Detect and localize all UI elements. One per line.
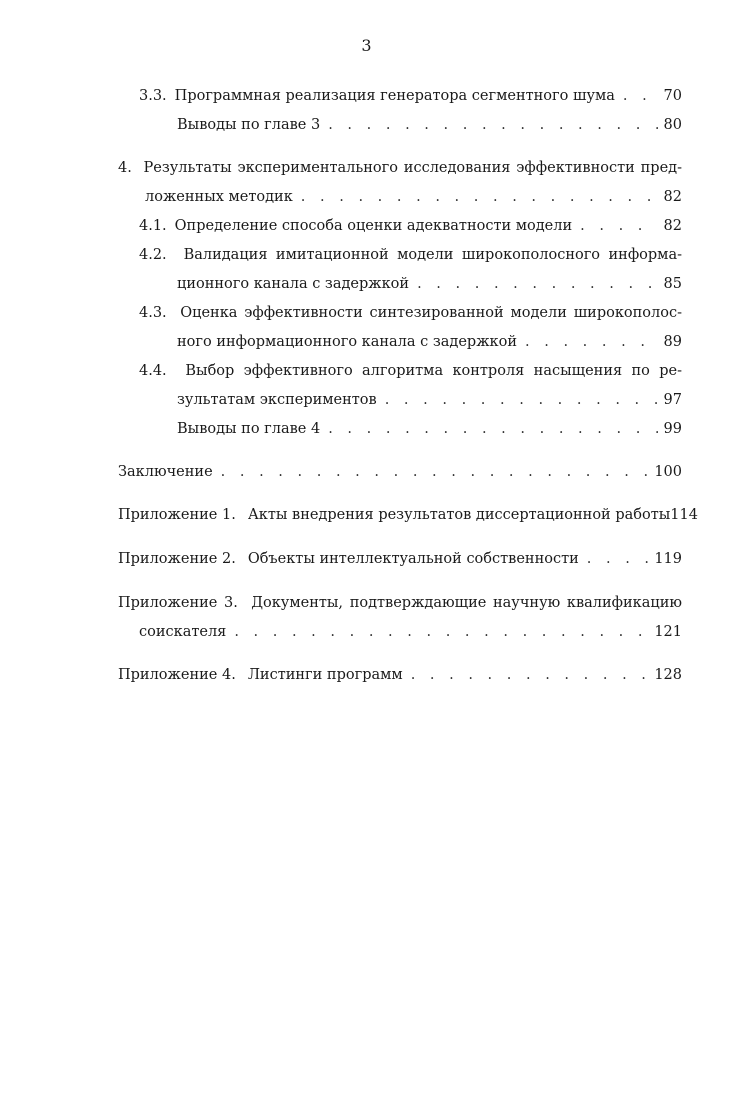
toc-entry-number: Приложение 4.	[118, 667, 236, 683]
toc-entry-title: Заключение	[118, 464, 213, 480]
toc-entry-chapter3-conclusions[interactable]	[177, 115, 682, 135]
toc-entry-4-4-line1[interactable]	[139, 361, 682, 381]
toc-entry-title: Объекты интеллектуальной собственности	[247, 551, 579, 567]
toc-entry-page: 70	[663, 88, 682, 104]
toc-entry-number: Приложение 1.	[118, 507, 236, 523]
toc-entry-title-cont: ного информационного канала с задержкой	[177, 334, 518, 350]
toc-entry-page: 82	[663, 218, 682, 234]
toc-entry-title: Акты внедрения результатов диссертационной работы	[247, 507, 671, 523]
toc-entry-3-3[interactable]	[139, 86, 682, 106]
toc-entry-4-4[interactable]	[177, 390, 682, 410]
toc-leader-dots	[328, 419, 657, 439]
toc-entry-title: Выбор эффективного алгоритма контроля насыщения по ре-	[185, 363, 683, 379]
toc-entry-title: Листинги программ	[247, 667, 403, 683]
toc-entry-chapter4-line1[interactable]	[118, 158, 682, 178]
toc-leader-dots	[580, 216, 657, 236]
toc-leader-dots	[411, 665, 649, 685]
toc-entry-title-cont: ционного канала с задержкой	[177, 276, 410, 292]
toc-entry-4-3-line1[interactable]	[139, 303, 682, 323]
toc-entry-title: Валидация имитационной модели широкополосного информа-	[183, 247, 682, 263]
toc-leader-dots	[301, 187, 658, 207]
toc-entry-page: 128	[654, 667, 682, 683]
toc-entry-4-1[interactable]	[139, 216, 682, 236]
toc-entry-title: Определение способа оценки адекватности модели	[174, 218, 573, 234]
toc-entry-page: 89	[663, 334, 682, 350]
toc-entry-appendix-2[interactable]	[118, 549, 682, 569]
page-number: 3	[361, 36, 372, 55]
toc-entry-title: Выводы по главе 3	[177, 117, 321, 133]
toc-entry-chapter4-conclusions[interactable]	[177, 419, 682, 439]
toc-leader-dots	[525, 332, 658, 352]
toc-entry-page: 119	[654, 551, 682, 567]
toc-entry-4-2[interactable]	[177, 274, 682, 294]
toc-entry-appendix-1[interactable]	[118, 505, 698, 525]
toc-entry-page: 97	[663, 392, 682, 408]
toc-entry-page: 121	[654, 624, 682, 640]
toc-entry-number: 4.3.	[139, 305, 167, 321]
toc-leader-dots	[328, 115, 657, 135]
toc-entry-4-3[interactable]	[177, 332, 682, 352]
toc-leader-dots	[417, 274, 657, 294]
toc-entry-title-cont: ложенных методик	[145, 189, 293, 205]
toc-entry-title: Выводы по главе 4	[177, 421, 321, 437]
toc-entry-title: Программная реализация генератора сегментного шума	[174, 88, 615, 104]
toc-entry-page: 100	[654, 464, 682, 480]
toc-entry-title: Оценка эффективности синтезированной модели широкополос-	[180, 305, 682, 321]
toc-leader-dots	[385, 390, 658, 410]
toc-entry-chapter4[interactable]	[145, 187, 682, 207]
toc-entry-number: 4.4.	[139, 363, 167, 379]
toc-entry-page: 114	[670, 507, 698, 523]
toc-entry-title-cont: соискателя	[139, 624, 227, 640]
toc-leader-dots	[587, 549, 649, 569]
toc-entry-page: 99	[663, 421, 682, 437]
toc-entry-number: Приложение 2.	[118, 551, 236, 567]
toc-entry-number: 4.1.	[139, 218, 167, 234]
toc-entry-page: 82	[663, 189, 682, 205]
toc-entry-4-2-line1[interactable]	[139, 245, 682, 265]
toc-entry-appendix-3-line1[interactable]	[118, 593, 682, 613]
toc-leader-dots	[234, 622, 648, 642]
toc-entry-title-cont: зультатам экспериментов	[177, 392, 377, 408]
toc-entry-appendix-3[interactable]	[139, 622, 682, 642]
toc-entry-number: 4.	[118, 160, 132, 176]
toc-entry-appendix-4[interactable]	[118, 665, 682, 685]
toc-entry-page: 80	[663, 117, 682, 133]
toc-leader-dots	[221, 462, 649, 482]
toc-entry-number: 4.2.	[139, 247, 167, 263]
toc-entry-number: Приложение 3.	[118, 595, 238, 611]
toc-entry-conclusion[interactable]	[118, 462, 682, 482]
toc-entry-page: 85	[663, 276, 682, 292]
toc-entry-title: Результаты экспериментального исследования эффективности пред-	[143, 160, 682, 176]
toc-entry-number: 3.3.	[139, 88, 167, 104]
toc-entry-title: Документы, подтверждающие научную квалификацию	[251, 595, 682, 611]
toc-leader-dots	[623, 86, 658, 106]
